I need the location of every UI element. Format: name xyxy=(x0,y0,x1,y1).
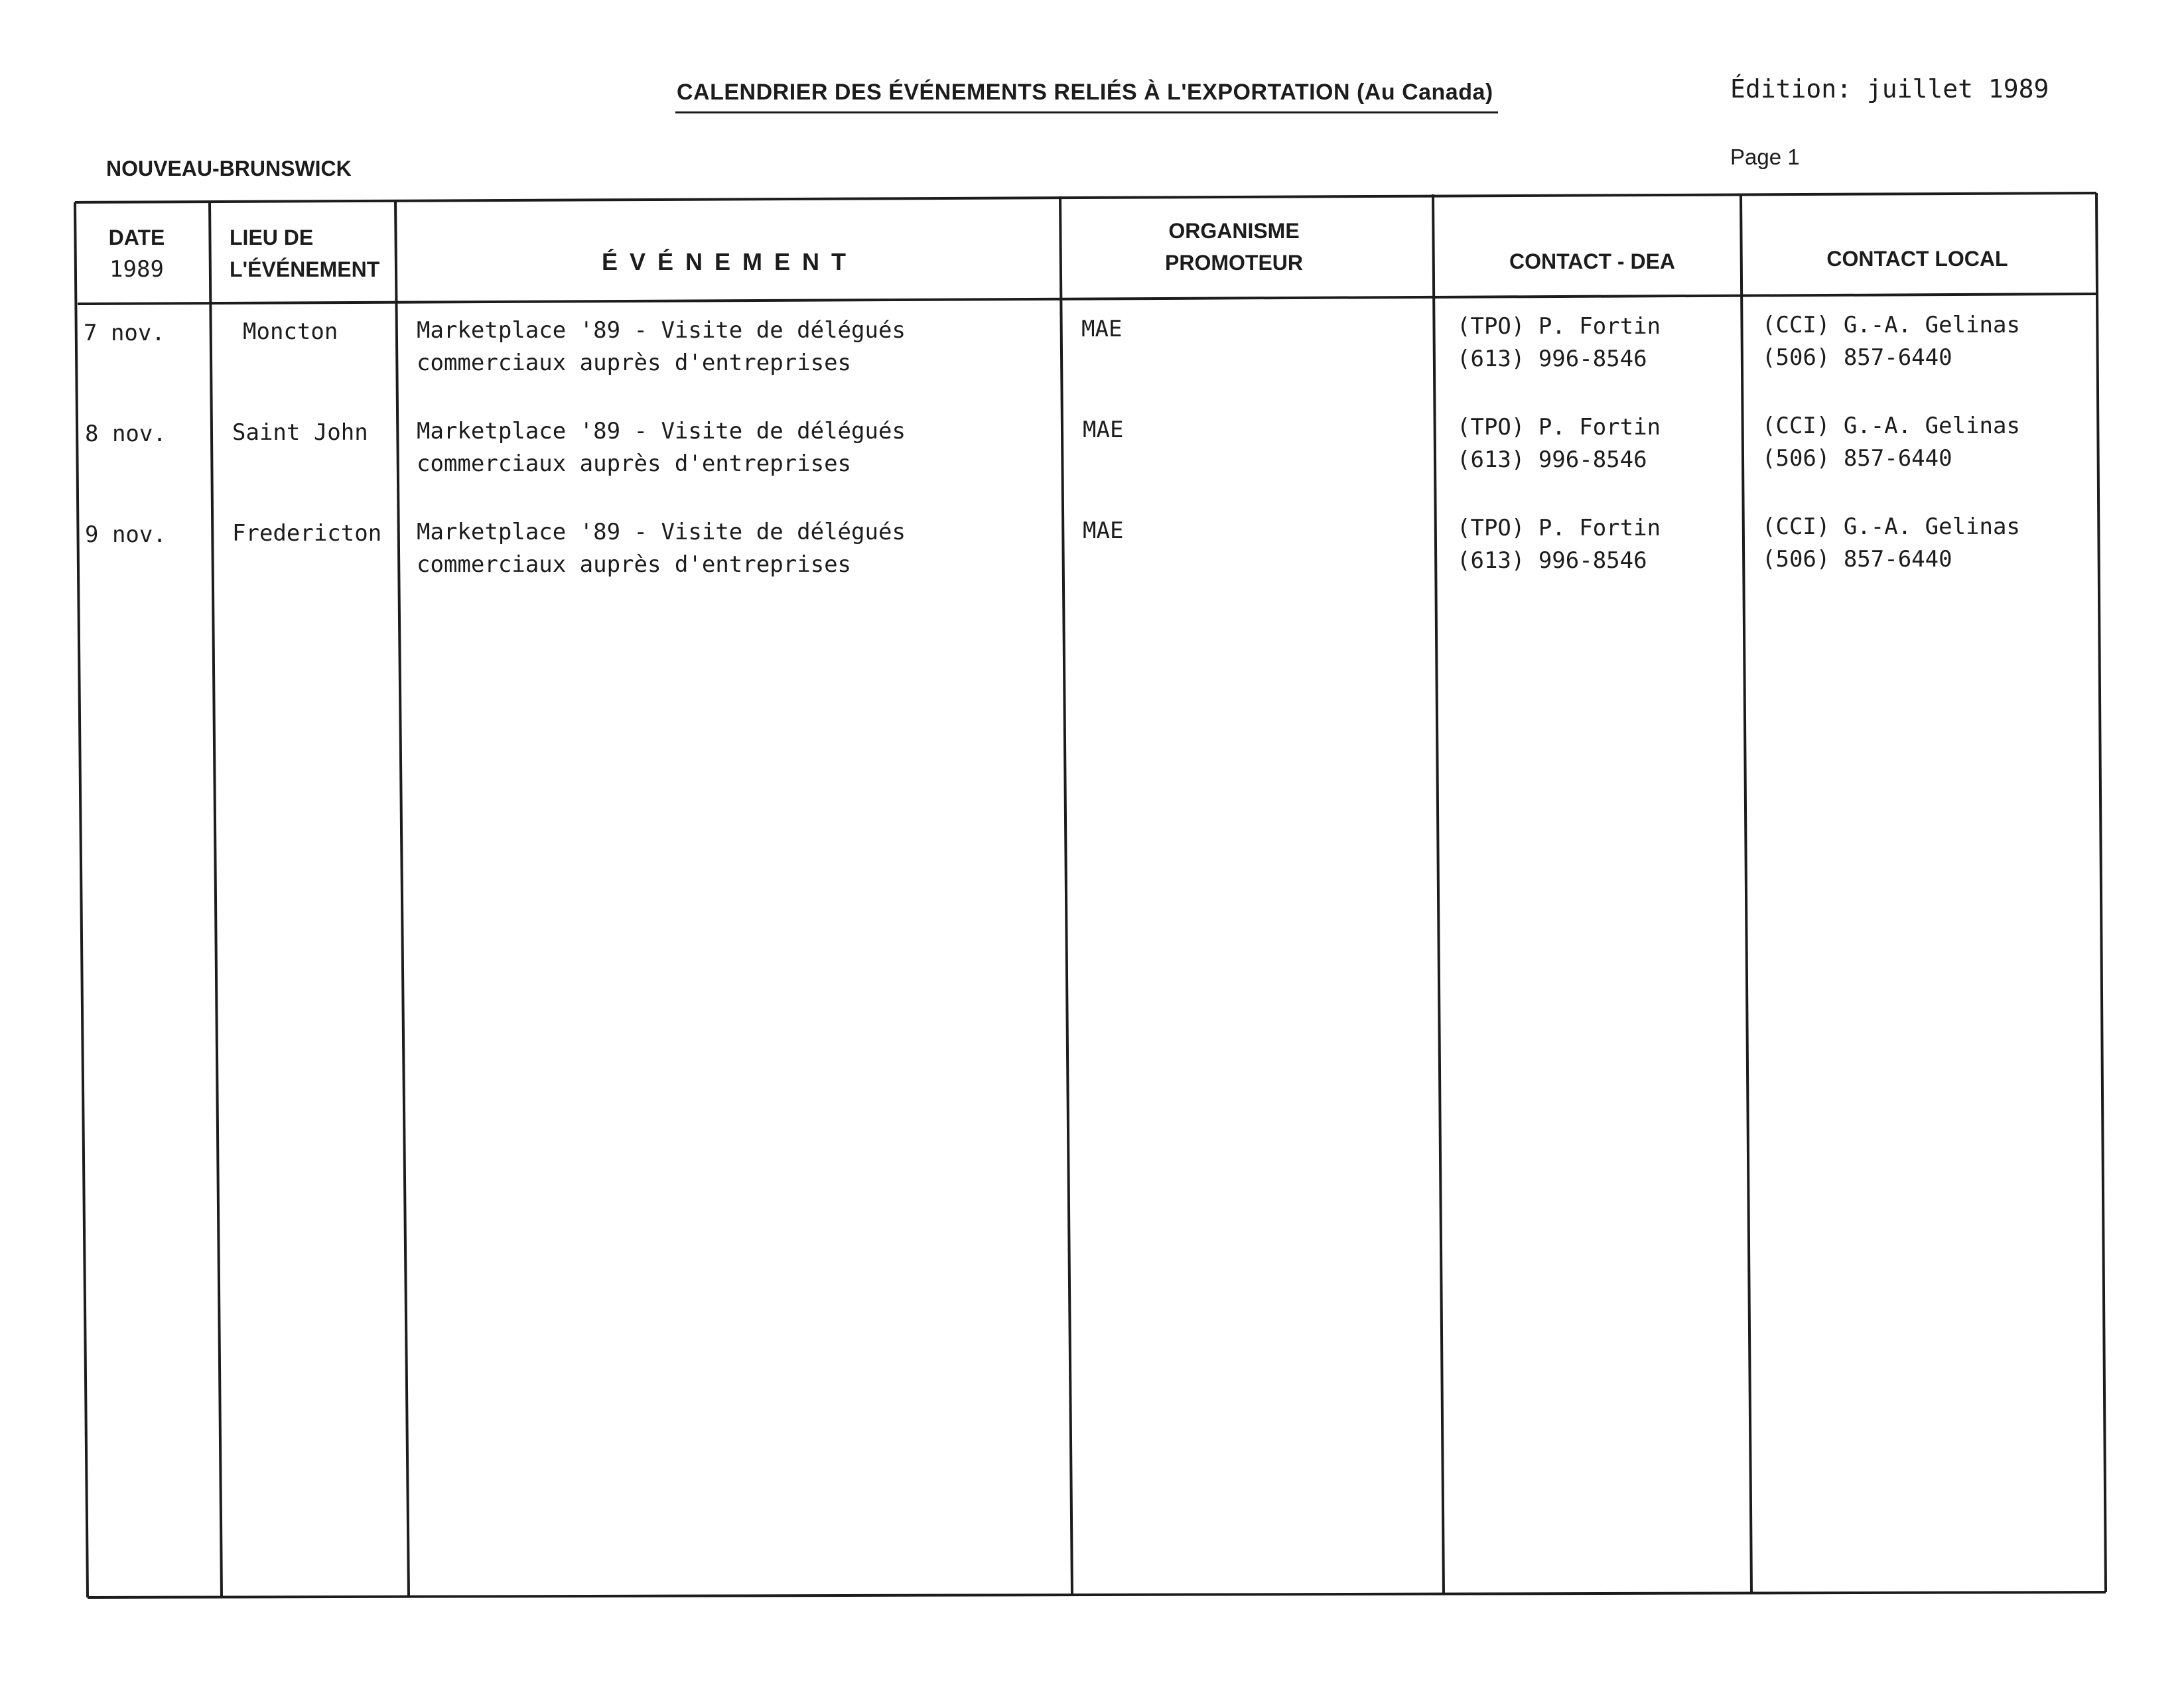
row-contact-dea-line1: (TPO) P. Fortin xyxy=(1457,313,1661,340)
row-evenement-line2: commerciaux auprès d'entreprises xyxy=(417,551,852,578)
column-line-right xyxy=(2096,193,2106,1592)
row-lieu: Moncton xyxy=(243,318,338,345)
header-organisme xyxy=(1128,215,1340,279)
header-date-year: 1989 xyxy=(109,256,164,283)
row-contact-dea-line2: (613) 996-8546 xyxy=(1457,346,1647,372)
row-contact-local-line1: (CCI) G.-A. Gelinas xyxy=(1762,312,2020,338)
table-top-border xyxy=(75,193,2096,202)
row-contact-dea-line2: (613) 996-8546 xyxy=(1457,446,1647,473)
header-lieu xyxy=(230,222,379,285)
row-evenement xyxy=(417,415,906,480)
header-date xyxy=(90,222,183,285)
row-contact-local-line1: (CCI) G.-A. Gelinas xyxy=(1762,413,2020,439)
header-organisme-line2: PROMOTEUR xyxy=(1165,251,1303,275)
column-line-left xyxy=(75,202,88,1597)
row-organisme: MAE xyxy=(1081,316,1123,342)
column-line-date xyxy=(210,201,222,1597)
header-contact-dea: CONTACT - DEA xyxy=(1509,249,1676,273)
row-contact-local xyxy=(1762,309,2020,374)
row-organisme: MAE xyxy=(1083,417,1124,443)
table-bottom-border xyxy=(88,1592,2106,1597)
header-evenement: ÉVÉNEMENT xyxy=(601,248,858,275)
page-number: Page 1 xyxy=(1730,145,1800,169)
row-contact-dea-line2: (613) 996-8546 xyxy=(1457,547,1647,574)
edition-label: Édition: juillet 1989 xyxy=(1730,74,2049,103)
header-lieu-line1: LIEU DE xyxy=(230,226,314,249)
header-date-label: DATE xyxy=(108,226,165,249)
row-contact-dea xyxy=(1457,411,1661,476)
column-line-organisme xyxy=(1433,194,1444,1594)
row-contact-local-line2: (506) 857-6440 xyxy=(1762,546,1952,573)
row-date: 9 nov. xyxy=(85,521,167,548)
row-evenement-line2: commerciaux auprès d'entreprises xyxy=(417,450,852,477)
row-contact-local xyxy=(1762,511,2020,576)
row-evenement-line1: Marketplace '89 - Visite de délégués xyxy=(417,418,906,444)
header-separator xyxy=(78,294,2098,304)
header-contact-local: CONTACT LOCAL xyxy=(1826,247,2008,271)
row-lieu: Saint John xyxy=(232,419,368,446)
row-date: 8 nov. xyxy=(85,421,167,447)
row-evenement-line2: commerciaux auprès d'entreprises xyxy=(417,350,852,376)
row-date: 7 nov. xyxy=(84,320,165,346)
row-evenement-line1: Marketplace '89 - Visite de délégués xyxy=(417,317,906,344)
row-evenement-line1: Marketplace '89 - Visite de délégués xyxy=(417,519,906,545)
row-contact-dea xyxy=(1457,512,1661,577)
province-heading: NOUVEAU-BRUNSWICK xyxy=(106,157,352,180)
row-organisme: MAE xyxy=(1083,517,1124,544)
row-evenement xyxy=(417,314,906,379)
header-organisme-line1: ORGANISME xyxy=(1168,219,1300,243)
document-title: CALENDRIER DES ÉVÉNEMENTS RELIÉS À L'EXPORTATION (Au Canada) xyxy=(677,80,1493,105)
column-line-lieu xyxy=(395,200,409,1596)
row-contact-dea-line1: (TPO) P. Fortin xyxy=(1457,414,1661,440)
column-line-evenement xyxy=(1060,196,1072,1595)
row-contact-local-line1: (CCI) G.-A. Gelinas xyxy=(1762,513,2020,540)
row-contact-local-line2: (506) 857-6440 xyxy=(1762,445,1952,472)
row-contact-local xyxy=(1762,410,2020,475)
row-contact-local-line2: (506) 857-6440 xyxy=(1762,344,1952,371)
column-line-contact-dea xyxy=(1741,194,1751,1593)
row-evenement xyxy=(417,516,906,581)
row-contact-dea xyxy=(1457,310,1661,375)
header-lieu-line2: L'ÉVÉNEMENT xyxy=(230,257,380,281)
row-lieu: Fredericton xyxy=(232,520,382,547)
row-contact-dea-line1: (TPO) P. Fortin xyxy=(1457,515,1661,541)
